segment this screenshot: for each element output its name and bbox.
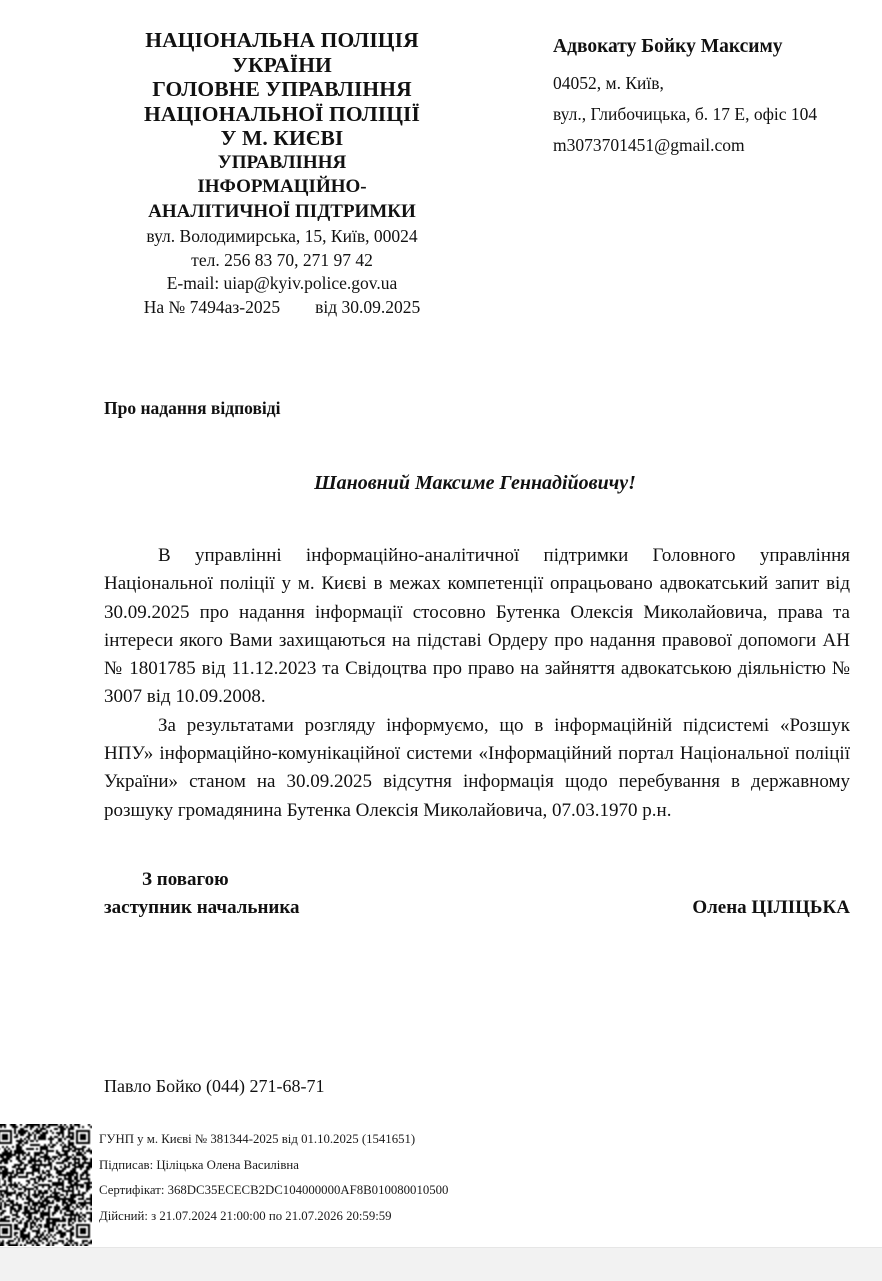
stamp-certificate: Сертифікат: 368DC35ECECB2DC104000000AF8B010080010500 [99, 1183, 449, 1198]
stamp-validity: Дійсний: з 21.07.2024 21:00:00 по 21.07.2026 20:59:59 [99, 1208, 392, 1223]
department-title [96, 151, 468, 225]
letterhead-reference: На № 7494аз-2025 від 30.09.2025 [143, 296, 421, 317]
letterhead-address: вул. Володимирська, 15, Київ, 00024 [146, 226, 418, 246]
stamp-registration: ГУНП у м. Києві № 381344-2025 від 01.10.2025 (1541651) [99, 1132, 416, 1146]
department-title-line-1: УПРАВЛІННЯ [217, 151, 347, 173]
addressee-name: Адвокату Бойку Максиму [553, 36, 783, 57]
letter-body [104, 542, 850, 825]
greeting-line: Шановний Максиме Геннадійовичу! [314, 472, 636, 494]
digital-signature-stamp [99, 1127, 569, 1229]
signature-regards: З повагою [142, 869, 229, 890]
organization-title-line-2: УКРАЇНИ [232, 52, 332, 77]
addressee-block [553, 34, 863, 161]
qr-code-icon [0, 1124, 92, 1246]
executor-contact: Павло Бойко (044) 271-68-71 [104, 1076, 325, 1096]
organization-title-line-3: ГОЛОВНЕ УПРАВЛІННЯ [152, 77, 412, 101]
department-title-line-2: ІНФОРМАЦІЙНО- [197, 176, 367, 197]
addressee-city: 04052, м. Київ, [553, 73, 664, 93]
letter-header [0, 28, 882, 348]
signature-name: Олена ЦІЛІЦЬКА [692, 897, 850, 918]
subject-line: Про надання відповіді [104, 398, 281, 418]
addressee-street: вул., Глибочицька, б. 17 Е, офіс 104 [553, 104, 818, 124]
organization-title [96, 28, 468, 151]
organization-title-line-1: НАЦІОНАЛЬНА ПОЛІЦІЯ [145, 28, 419, 52]
organization-title-line-4: НАЦІОНАЛЬНОЇ ПОЛІЦІЇ [144, 101, 420, 126]
bottom-band [0, 1247, 882, 1281]
stamp-signed-by: Підписав: Ціліцька Олена Василівна [99, 1157, 299, 1172]
organization-title-line-5: У М. КИЄВІ [220, 126, 344, 150]
signature-block [104, 866, 850, 922]
signature-position: заступник начальника [104, 897, 300, 918]
body-paragraph-1: В управлінні інформаційно-аналітичної підтримки Головного управління Національної поліції у м. Києві в межах компетенції опрацьовано адвокатський запит від 30.09.2025 про надання інформації стосовно Бутенка Олексія Миколайовича, права та інтереси якого Вами захищаються на підставі Ордеру про надання правової допомоги АН № 1801785 від 11.12.2023 та Свідоцтва про право на зайняття адвокатською діяльністю № 3007 від 10.09.2008. [104, 545, 850, 708]
body-paragraph-2: За результатами розгляду інформуємо, що в інформаційній підсистемі «Розшук НПУ» інформаційно-комунікаційної системи «Інформаційний портал Національної поліції України» станом на 30.09.2025 відсутня інформація щодо перебування в державному розшуку громадянина Бутенка Олексія Миколайовича, 07.03.1970 р.н. [104, 714, 850, 821]
department-title-line-3: АНАЛІТИЧНОЇ ПІДТРИМКИ [148, 200, 416, 222]
letterhead-email: E-mail: uiap@kyiv.police.gov.ua [166, 273, 398, 293]
addressee-email: m3073701451@gmail.com [553, 135, 745, 155]
signature-row [104, 894, 850, 922]
letterhead-phone: тел. 256 83 70, 271 97 42 [191, 249, 373, 270]
letterhead-block [96, 28, 468, 318]
